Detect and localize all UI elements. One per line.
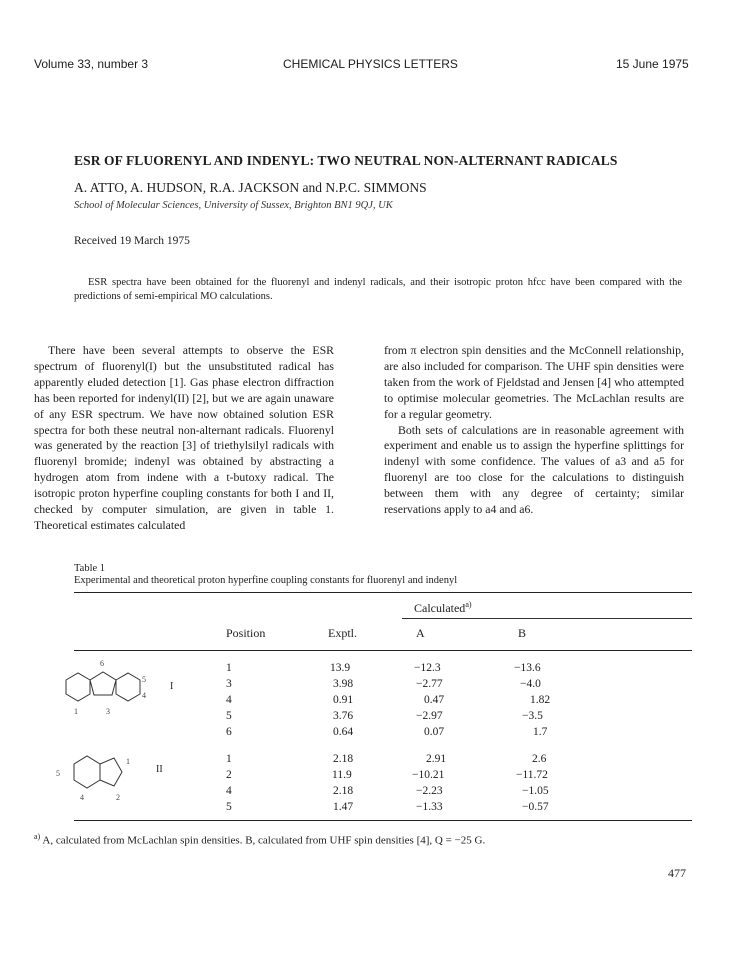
footnote-text: A, calculated from McLachlan spin densities. B, calculated from UHF spin densities [4], Q = −25 G.: [42, 834, 486, 847]
fluorenyl-left-ring: [66, 673, 90, 701]
table-row-fluorenyl-2-a: −2.77: [416, 678, 443, 690]
journal-name: CHEMICAL PHYSICS LETTERS: [283, 57, 458, 71]
fluorenyl-five-ring: [90, 672, 116, 695]
indenyl-six-ring: [74, 756, 100, 788]
indenyl-structure: [46, 738, 206, 818]
table-row-fluorenyl-5-exptl: 0.64: [333, 726, 354, 738]
table-row-indenyl-2-b: −11.72: [516, 769, 548, 781]
body-right-column: [384, 343, 684, 518]
affiliation: School of Molecular Sciences, University of Sussex, Brighton BN1 9QJ, UK: [74, 200, 393, 211]
table-top-rule: [74, 592, 692, 593]
fluorenyl-atom-label: 5: [142, 675, 146, 684]
table-row-indenyl-4-position: 5: [226, 801, 232, 813]
fluorenyl-atom-label: 1: [74, 707, 78, 716]
table-label: Table 1: [74, 563, 106, 574]
calculated-header: Calculated$^{a)}$: [414, 600, 472, 615]
indenyl-atom-label: 4: [80, 793, 84, 802]
table-row-fluorenyl-3-a: 0.47: [424, 694, 445, 706]
body-paragraph-1-continued: from π electron spin densities and the McConnell relationship, are also included for comparison. The UHF spin densities were taken from the work of Fjeldstad and Jensen [4] who attempted to optimise molecular geometries. The McLachlan results are for a regular geometry.: [384, 343, 684, 421]
table-row-indenyl-3-position: 4: [226, 785, 232, 797]
table-row-fluorenyl-1-exptl: 13.9: [330, 662, 351, 674]
page-number: 477: [668, 866, 686, 880]
calculated-footnote-mark: a): [465, 600, 472, 609]
table-row-fluorenyl-5-position: 6: [226, 726, 232, 738]
table-row-fluorenyl-4-exptl: 3.76: [333, 710, 354, 722]
col-header-exptl: Exptl.: [328, 626, 357, 640]
table-row-indenyl-1-a: 2.91: [426, 753, 447, 765]
author-list: A. ATTO, A. HUDSON, R.A. JACKSON and N.P.C. SIMMONS: [74, 180, 427, 195]
table-row-indenyl-1-exptl: 2.18: [333, 753, 354, 765]
table-row-indenyl-3-a: −2.23: [416, 785, 443, 797]
footnote-marker: a): [34, 832, 41, 841]
table-row-indenyl-4-exptl: 1.47: [333, 801, 354, 813]
fluorenyl-atom-label: 6: [100, 659, 104, 668]
fluorenyl-right-ring: [116, 673, 140, 701]
body-paragraph-2: Both sets of calculations are in reasonable agreement with experiment and enable us to assign the hyperfine splittings for indenyl with some confidence. The values of a3 and a5 for fluorenyl are too close for the calculations to distinguish between them with any degree of certainty; similar reservations apply to a4 and a6.: [384, 422, 684, 517]
table-row-fluorenyl-5-a: 0.07: [424, 726, 445, 738]
table-row-indenyl-3-b: −1.05: [522, 785, 549, 797]
indenyl-atom-label: 5: [56, 769, 60, 778]
col-header-a: A: [416, 626, 425, 640]
indenyl-atom-label: 1: [126, 757, 130, 766]
body-left-column: [34, 343, 334, 534]
fluorenyl-atom-label: 3: [106, 707, 110, 716]
body-paragraph-1: There have been several attempts to observe the ESR spectrum of fluorenyl(I) but the unsubstituted radical has apparently eluded detection [1]. Gas phase electron diffraction has been reported for indenyl(II) [2], but we are again unaware of any ESR spectrum. We have now obtained solution ESR spectra for both these neutral non-alternant radicals. Fluorenyl was generated by the reaction [3] of triethylsilyl radicals with fluorenyl bromide; indenyl was obtained by abstracting a hydrogen atom from indene with a t-butoxy radical. The isotropic proton hyperfine coupling constants for both I and II, checked by computer simulation, are given in table 1. Theoretical estimates calculated: [34, 343, 334, 532]
table-row-indenyl-4-b: −0.57: [522, 801, 549, 813]
table-row-indenyl-2-exptl: 11.9: [332, 769, 352, 781]
table-row-fluorenyl-1-a: −12.3: [414, 662, 441, 674]
table-row-fluorenyl-1-position: 1: [226, 662, 232, 674]
table-row-fluorenyl-3-position: 4: [226, 694, 232, 706]
abstract: ESR spectra have been obtained for the fluorenyl and indenyl radicals, and their isotropic proton hfcc have been compared with the predictions of semi-empirical MO calculations.: [74, 277, 682, 302]
table-row-indenyl-1-b: 2.6: [532, 753, 547, 765]
fluorenyl-structure: [46, 652, 206, 736]
table-row-fluorenyl-4-position: 5: [226, 710, 232, 722]
table-row-fluorenyl-2-exptl: 3.98: [333, 678, 354, 690]
col-header-position: Position: [226, 626, 266, 640]
table-row-fluorenyl-4-b: −3.5: [522, 710, 543, 722]
received-date: Received 19 March 1975: [74, 235, 190, 247]
indenyl-five-ring: [100, 758, 122, 786]
issue-date: 15 June 1975: [616, 57, 689, 71]
table-row-fluorenyl-3-exptl: 0.91: [333, 694, 354, 706]
table-row-fluorenyl-3-b: 1.82: [530, 694, 551, 706]
table-row-fluorenyl-5-b: 1.7: [533, 726, 548, 738]
article-title: ESR OF FLUORENYL AND INDENYL: TWO NEUTRAL NON-ALTERNANT RADICALS: [74, 153, 618, 168]
fluorenyl-atom-label: 4: [142, 691, 146, 700]
table-bottom-rule: [74, 820, 692, 821]
calculated-rule: [402, 618, 692, 619]
table-row-indenyl-2-position: 2: [226, 769, 232, 781]
fluorenyl-label: I: [170, 681, 174, 692]
table-row-indenyl-4-a: −1.33: [416, 801, 443, 813]
table-row-indenyl-3-exptl: 2.18: [333, 785, 354, 797]
volume-info: Volume 33, number 3: [34, 57, 149, 71]
col-header-b: B: [518, 626, 527, 640]
table-footnote: [34, 832, 485, 847]
table-caption: Experimental and theoretical proton hyperfine coupling constants for fluorenyl and indenyl: [74, 575, 458, 586]
table-row-indenyl-1-position: 1: [226, 753, 232, 765]
table-row-fluorenyl-4-a: −2.97: [416, 710, 443, 722]
table-row-fluorenyl-1-b: −13.6: [514, 662, 541, 674]
table-row-fluorenyl-2-position: 3: [226, 678, 232, 690]
table-row-indenyl-2-a: −10.21: [412, 769, 445, 781]
table-header-rule: [74, 650, 692, 651]
table-row-fluorenyl-2-b: −4.0: [520, 678, 541, 690]
indenyl-label: II: [156, 764, 163, 775]
indenyl-atom-label: 2: [116, 793, 120, 802]
